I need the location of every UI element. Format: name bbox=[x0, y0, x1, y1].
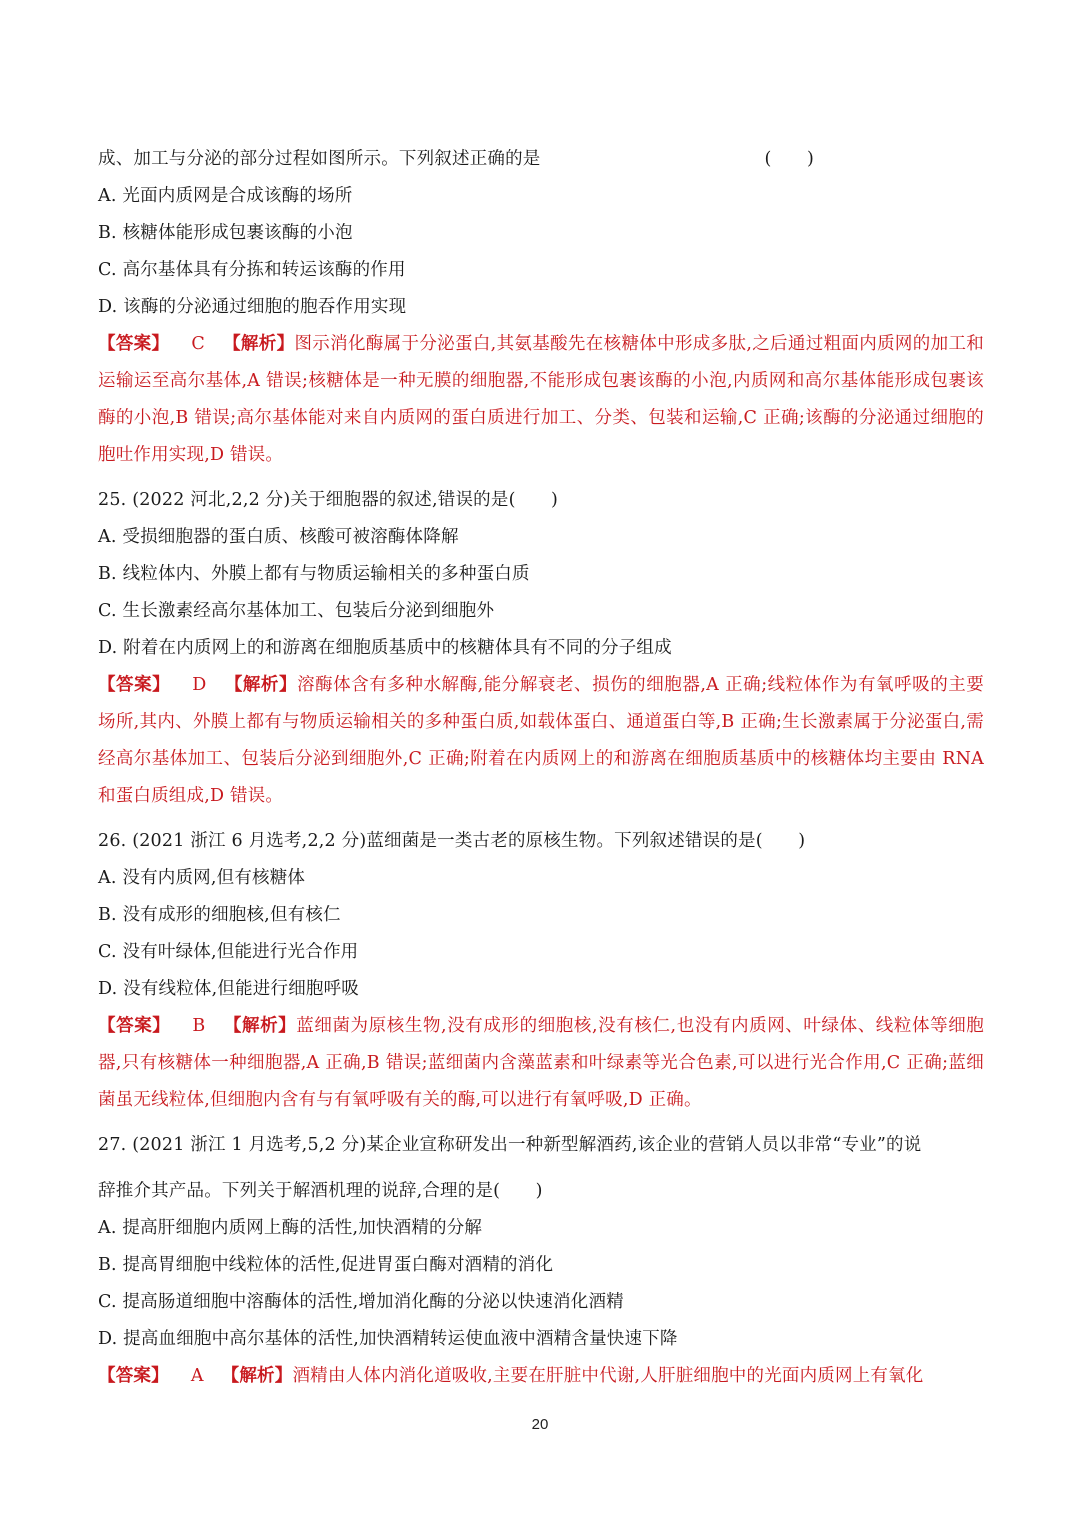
answer-letter: A bbox=[190, 1366, 204, 1386]
question-26-option-b: B. 没有成形的细胞核,但有核仁 bbox=[98, 905, 341, 925]
analysis-text: 蓝细菌为原核生物,没有成形的细胞核,没有核仁,也没有内质网、叶绿体、线粒体等细胞器,只有核糖体一种细胞器,A 正确,B 错误;蓝细菌内含藻蓝素和叶绿素等光合色素,可以进行光合作用,C 正确;蓝细菌虽无线粒体,但细胞内含有与有氧呼吸有关的酶,可以进行有氧呼吸,D 正确。 bbox=[98, 1016, 984, 1110]
analysis-text: 图示消化酶属于分泌蛋白,其氨基酸先在核糖体中形成多肽,之后通过粗面内质网的加工和运输运至高尔基体,A 错误;核糖体是一种无膜的细胞器,不能形成包裹该酶的小泡,内质网和高尔基体能形成包裹该酶的小泡,B 错误;高尔基体能对来自内质网的蛋白质进行加工、分类、包装和运输,C 正确;该酶的分泌通过细胞的胞吐作用实现,D 错误。 bbox=[98, 334, 984, 465]
answer-tag: 【答案】 bbox=[98, 1366, 169, 1386]
question-27-answer bbox=[98, 1358, 984, 1395]
question-25-option-a: A. 受损细胞器的蛋白质、核酸可被溶酶体降解 bbox=[98, 527, 459, 547]
question-25-answer bbox=[98, 667, 984, 815]
question-27-stem-line1: 27. (2021 浙江 1 月选考,5,2 分)某企业宣称研发出一种新型解酒药,该企业的营销人员以非常“专业”的说 bbox=[98, 1135, 922, 1155]
answer-letter: B bbox=[192, 1016, 206, 1036]
question-25 bbox=[98, 482, 984, 815]
analysis-text: 酒精由人体内消化道吸收,主要在肝脏中代谢,人肝脏细胞中的光面内质网上有氧化 bbox=[292, 1366, 924, 1386]
question-26-option-c: C. 没有叶绿体,但能进行光合作用 bbox=[98, 942, 359, 962]
answer-tag: 【答案】 bbox=[98, 1016, 171, 1036]
question-27-stem-line2: 辞推介其产品。下列关于解酒机理的说辞,合理的是( ) bbox=[98, 1181, 543, 1201]
question-26-stem: 26. (2021 浙江 6 月选考,2,2 分)蓝细菌是一类古老的原核生物。下列叙述错误的是( ) bbox=[98, 831, 806, 851]
answer-letter: D bbox=[192, 675, 207, 695]
analysis-tag: 【解析】 bbox=[223, 1016, 297, 1036]
analysis-tag: 【解析】 bbox=[222, 334, 295, 354]
question-24-option-a: A. 光面内质网是合成该酶的场所 bbox=[98, 186, 353, 206]
answer-letter: C bbox=[191, 334, 205, 354]
question-25-option-d: D. 附着在内质网上的和游离在细胞质基质中的核糖体具有不同的分子组成 bbox=[98, 638, 672, 658]
analysis-text: 溶酶体含有多种水解酶,能分解衰老、损伤的细胞器,A 正确;线粒体作为有氧呼吸的主要场所,其内、外膜上都有与物质运输相关的多种蛋白质,如载体蛋白、通道蛋白等,B 正确;生长激素属于分泌蛋白,需经高尔基体加工、包装后分泌到细胞外,C 正确;附着在内质网上的和游离在细胞质基质中的核糖体均主要由 RNA 和蛋白质组成,D 错误。 bbox=[98, 675, 984, 806]
question-25-option-b: B. 线粒体内、外膜上都有与物质运输相关的多种蛋白质 bbox=[98, 564, 530, 584]
analysis-tag: 【解析】 bbox=[221, 1366, 293, 1386]
question-25-stem: 25. (2022 河北,2,2 分)关于细胞器的叙述,错误的是( ) bbox=[98, 490, 559, 510]
question-25-option-c: C. 生长激素经高尔基体加工、包装后分泌到细胞外 bbox=[98, 601, 495, 621]
answer-tag: 【答案】 bbox=[98, 334, 170, 354]
question-24-option-d: D. 该酶的分泌通过细胞的胞吞作用实现 bbox=[98, 297, 407, 317]
question-26-answer bbox=[98, 1008, 984, 1119]
question-24-option-c: C. 高尔基体具有分拣和转运该酶的作用 bbox=[98, 260, 406, 280]
page-number: 20 bbox=[531, 1416, 549, 1433]
analysis-tag: 【解析】 bbox=[224, 675, 298, 695]
question-26-option-d: D. 没有线粒体,但能进行细胞呼吸 bbox=[98, 979, 359, 999]
question-24-option-b: B. 核糖体能形成包裹该酶的小泡 bbox=[98, 223, 353, 243]
question-24 bbox=[98, 141, 984, 474]
question-27 bbox=[98, 1127, 984, 1395]
question-27-option-a: A. 提高肝细胞内质网上酶的活性,加快酒精的分解 bbox=[98, 1218, 483, 1238]
question-24-stem-text: 成、加工与分泌的部分过程如图所示。下列叙述正确的是 bbox=[98, 149, 541, 169]
question-27-option-d: D. 提高血细胞中高尔基体的活性,加快酒精转运使血液中酒精含量快速下降 bbox=[98, 1329, 678, 1349]
question-26 bbox=[98, 823, 984, 1119]
answer-tag: 【答案】 bbox=[98, 675, 171, 695]
question-24-stem bbox=[98, 141, 984, 178]
question-27-option-c: C. 提高肠道细胞中溶酶体的活性,增加消化酶的分泌以快速消化酒精 bbox=[98, 1292, 624, 1312]
question-27-option-b: B. 提高胃细胞中线粒体的活性,促进胃蛋白酶对酒精的消化 bbox=[98, 1255, 554, 1275]
question-24-answer-paren: ( ) bbox=[764, 149, 814, 169]
question-26-option-a: A. 没有内质网,但有核糖体 bbox=[98, 868, 306, 888]
question-24-answer bbox=[98, 326, 984, 474]
